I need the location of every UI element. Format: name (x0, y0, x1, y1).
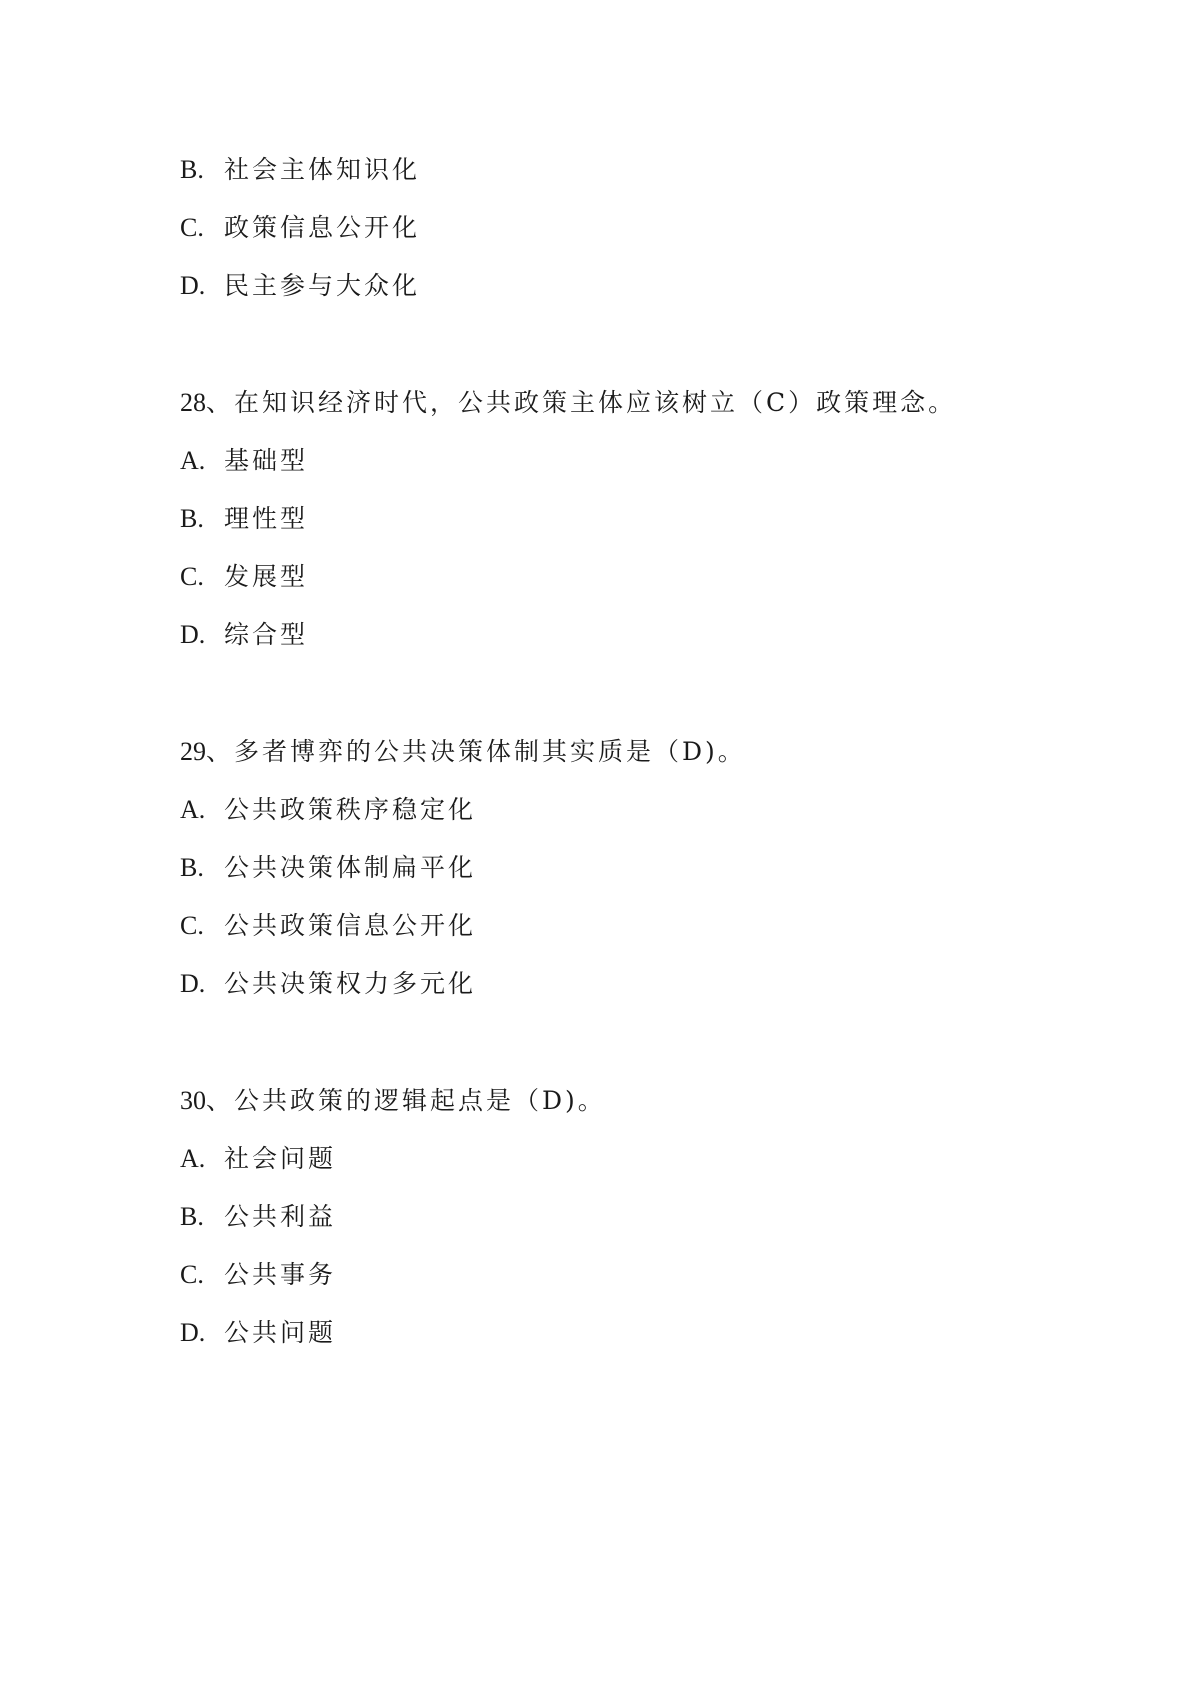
option-text: 公共政策信息公开化 (224, 911, 477, 940)
option-text: 公共利益 (224, 1202, 337, 1231)
question-number: 29 (180, 737, 206, 766)
option-letter: D. (180, 620, 206, 649)
q28-option-c (180, 561, 308, 593)
question-text: 、公共政策的逻辑起点是（D)。 (206, 1086, 606, 1115)
q30-option-c (180, 1259, 336, 1291)
question-number: 30 (180, 1086, 206, 1115)
option-letter: B. (180, 504, 204, 533)
q29-option-b (180, 852, 476, 884)
question-text: 、多者博弈的公共决策体制其实质是（D)。 (206, 737, 746, 766)
option-text: 公共问题 (224, 1318, 337, 1347)
q28-option-b (180, 503, 308, 535)
q28-option-d (180, 619, 308, 651)
q29-option-a (180, 794, 476, 826)
q30-question (180, 1085, 606, 1117)
option-letter: C. (180, 1260, 204, 1289)
option-text: 社会主体知识化 (224, 155, 421, 184)
option-text: 发展型 (224, 562, 309, 591)
q29-question (180, 736, 746, 768)
option-letter: C. (180, 911, 204, 940)
option-letter: B. (180, 853, 204, 882)
option-letter: B. (180, 155, 204, 184)
option-text: 民主参与大众化 (224, 271, 421, 300)
option-letter: C. (180, 213, 204, 242)
question-text: 、在知识经济时代，公共政策主体应该树立（C）政策理念。 (206, 388, 957, 417)
option-letter: B. (180, 1202, 204, 1231)
q30-option-a (180, 1143, 336, 1175)
option-letter: A. (180, 1144, 206, 1173)
q27-option-d (180, 270, 420, 302)
option-text: 公共事务 (224, 1260, 337, 1289)
q28-option-a (180, 445, 308, 477)
question-number: 28 (180, 388, 206, 417)
option-text: 基础型 (224, 446, 309, 475)
option-letter: C. (180, 562, 204, 591)
q27-option-b (180, 154, 420, 186)
option-text: 理性型 (224, 504, 309, 533)
option-letter: D. (180, 969, 206, 998)
option-text: 公共决策体制扁平化 (224, 853, 477, 882)
option-letter: A. (180, 446, 206, 475)
option-text: 公共决策权力多元化 (224, 969, 477, 998)
option-text: 综合型 (224, 620, 309, 649)
option-letter: D. (180, 1318, 206, 1347)
q29-option-d (180, 968, 476, 1000)
option-letter: A. (180, 795, 206, 824)
option-text: 社会问题 (224, 1144, 337, 1173)
q29-option-c (180, 910, 476, 942)
option-letter: D. (180, 271, 206, 300)
q27-option-c (180, 212, 420, 244)
q30-option-b (180, 1201, 336, 1233)
q30-option-d (180, 1317, 336, 1349)
option-text: 公共政策秩序稳定化 (224, 795, 477, 824)
q28-question (180, 387, 956, 419)
option-text: 政策信息公开化 (224, 213, 421, 242)
